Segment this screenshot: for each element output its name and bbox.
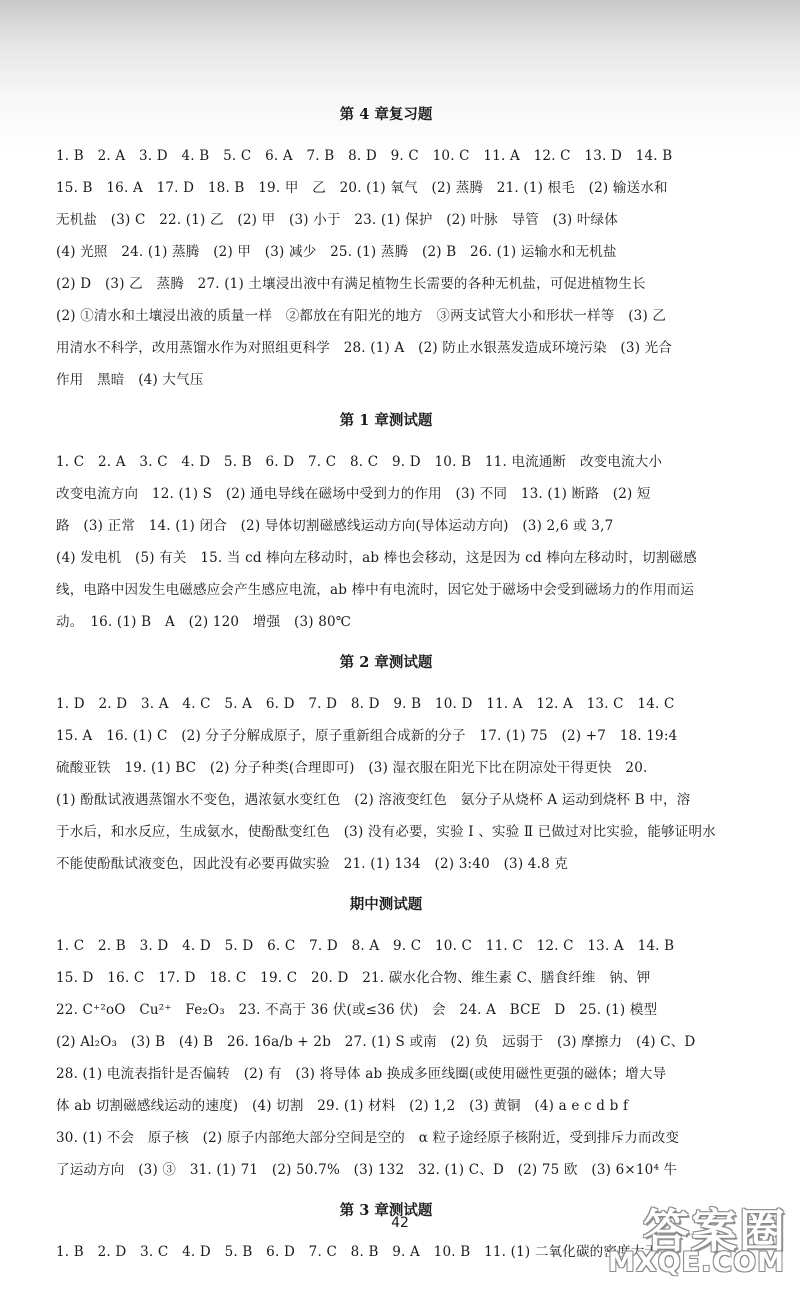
answer-line: 1. B 2. D 3. C 4. D 5. B 6. D 7. C 8. B 9. A 10. B 11. (1) 二氧化碳的密度大于空 — [56, 1244, 672, 1260]
section-ch2-test — [56, 648, 716, 880]
answer-line: 于水后，和水反应，生成氨水，使酚酞变红色 (3) 没有必要，实验 Ⅰ 、实验 Ⅱ 已做过对比实验，能够证明水 — [56, 824, 716, 840]
answer-line: 用清水不科学，改用蒸馏水作为对照组更科学 28. (1) A (2) 防止水银蒸发造成环境污染 (3) 光合 — [56, 340, 673, 356]
answer-line: 1. C 2. B 3. D 4. D 5. D 6. C 7. D 8. A 9. C 10. C 11. C 12. C 13. A 14. B — [56, 938, 675, 954]
answer-line: 无机盐 (3) C 22. (1) 乙 (2) 甲 (3) 小于 23. (1) 保护 (2) 叶脉 导管 (3) 叶绿体 — [56, 212, 618, 228]
section-ch1-test — [56, 406, 716, 638]
watermark-text-en: MXQE.COM — [608, 1247, 785, 1278]
section-title: 第 3 章测试题 — [339, 1202, 433, 1219]
answer-line: 15. B 16. A 17. D 18. B 19. 甲 乙 20. (1) 氧气 (2) 蒸腾 21. (1) 根毛 (2) 输送水和 — [56, 180, 668, 196]
answer-line: (2) D (3) 乙 蒸腾 27. (1) 土壤浸出液中有满足植物生长需要的各种无机盐，可促进植物生长 — [56, 276, 646, 292]
answer-line: (4) 光照 24. (1) 蒸腾 (2) 甲 (3) 减少 25. (1) 蒸腾 (2) B 26. (1) 运输水和无机盐 — [56, 244, 617, 260]
answer-line: 线，电路中因发生电磁感应会产生感应电流，ab 棒中有电流时，因它处于磁场中会受到磁场力的作用而运 — [56, 582, 695, 598]
watermark-logo — [555, 1195, 795, 1285]
answer-line: 硫酸亚铁 19. (1) BC (2) 分子种类(合理即可) (3) 湿衣服在阳光下比在阴凉处干得更快 20. — [56, 760, 648, 776]
answer-line: 28. (1) 电流表指针是否偏转 (2) 有 (3) 将导体 ab 换成多匝线圈(或使用磁性更强的磁体；增大导 — [56, 1066, 667, 1082]
answer-line: 22. C⁺²oO Cu²⁺ Fe₂O₃ 23. 不高于 36 伏(或≤36 伏) 会 24. A BCE D 25. (1) 模型 — [56, 1002, 658, 1018]
answer-line: 1. D 2. D 3. A 4. C 5. A 6. D 7. D 8. D 9. B 10. D 11. A 12. A 13. C 14. C — [56, 696, 675, 712]
section-title: 第 1 章测试题 — [339, 412, 433, 429]
watermark-text-cn: 答案圈 — [643, 1204, 787, 1258]
section-title: 第 2 章测试题 — [339, 654, 433, 671]
answer-line: (2) ①清水和土壤浸出液的质量一样 ②都放在有阳光的地方 ③两支试管大小和形状一样等 (3) 乙 — [56, 308, 667, 324]
answer-line: 体 ab 切割磁感线运动的速度) (4) 切割 29. (1) 材料 (2) 1,2 (3) 黄铜 (4) a e c d b f — [56, 1098, 629, 1114]
answer-line: 15. A 16. (1) C (2) 分子分解成原子，原子重新组合成新的分子 17. (1) 75 (2) +7 18. 19:4 — [56, 728, 678, 744]
answer-line: 路 (3) 正常 14. (1) 闭合 (2) 导体切割磁感线运动方向(导体运动方向) (3) 2,6 或 3,7 — [56, 518, 614, 534]
answer-line: 动。 16. (1) B A (2) 120 增强 (3) 80℃ — [56, 614, 352, 630]
answer-line: 改变电流方向 12. (1) S (2) 通电导线在磁场中受到力的作用 (3) 不同 13. (1) 断路 (2) 短 — [56, 486, 651, 502]
section-title: 第 4 章复习题 — [339, 106, 433, 123]
answer-line: 30. (1) 不会 原子核 (2) 原子内部绝大部分空间是空的 α 粒子途经原子核附近，受到排斥力而改变 — [56, 1130, 680, 1146]
answer-line: 1. C 2. A 3. C 4. D 5. B 6. D 7. C 8. C 9. D 10. B 11. 电流通断 改变电流大小 — [56, 454, 663, 470]
answer-line: 了运动方向 (3) ③ 31. (1) 71 (2) 50.7% (3) 132 32. (1) C、D (2) 75 欧 (3) 6×10⁴ 牛 — [56, 1162, 678, 1178]
answer-line: (4) 发电机 (5) 有关 15. 当 cd 棒向左移动时，ab 棒也会移动，这是因为 cd 棒向左移动时，切割磁感 — [56, 550, 697, 566]
page-number: 42 — [391, 1215, 409, 1231]
answer-line: (2) Al₂O₃ (3) B (4) B 26. 16a/b + 2b 27. (1) S 或南 (2) 负 远弱于 (3) 摩擦力 (4) C、D — [56, 1034, 696, 1050]
answer-line: 1. B 2. A 3. D 4. B 5. C 6. A 7. B 8. D 9. C 10. C 11. A 12. C 13. D 14. B — [56, 148, 673, 164]
section-ch4-review — [56, 100, 716, 396]
answer-line: 作用 黑暗 (4) 大气压 — [56, 372, 204, 388]
answer-line: 不能使酚酞试液变色，因此没有必要再做实验 21. (1) 134 (2) 3:40 (3) 4.8 克 — [56, 856, 569, 872]
answer-line: (1) 酚酞试液遇蒸馏水不变色，遇浓氨水变红色 (2) 溶液变红色 氨分子从烧杯 A 运动到烧杯 B 中，溶 — [56, 792, 691, 808]
answer-line: 15. D 16. C 17. D 18. C 19. C 20. D 21. 碳水化合物、维生素 C、膳食纤维 钠、钾 — [56, 970, 651, 986]
answer-page — [56, 100, 716, 1268]
section-midterm — [56, 890, 716, 1186]
section-title: 期中测试题 — [349, 896, 423, 913]
